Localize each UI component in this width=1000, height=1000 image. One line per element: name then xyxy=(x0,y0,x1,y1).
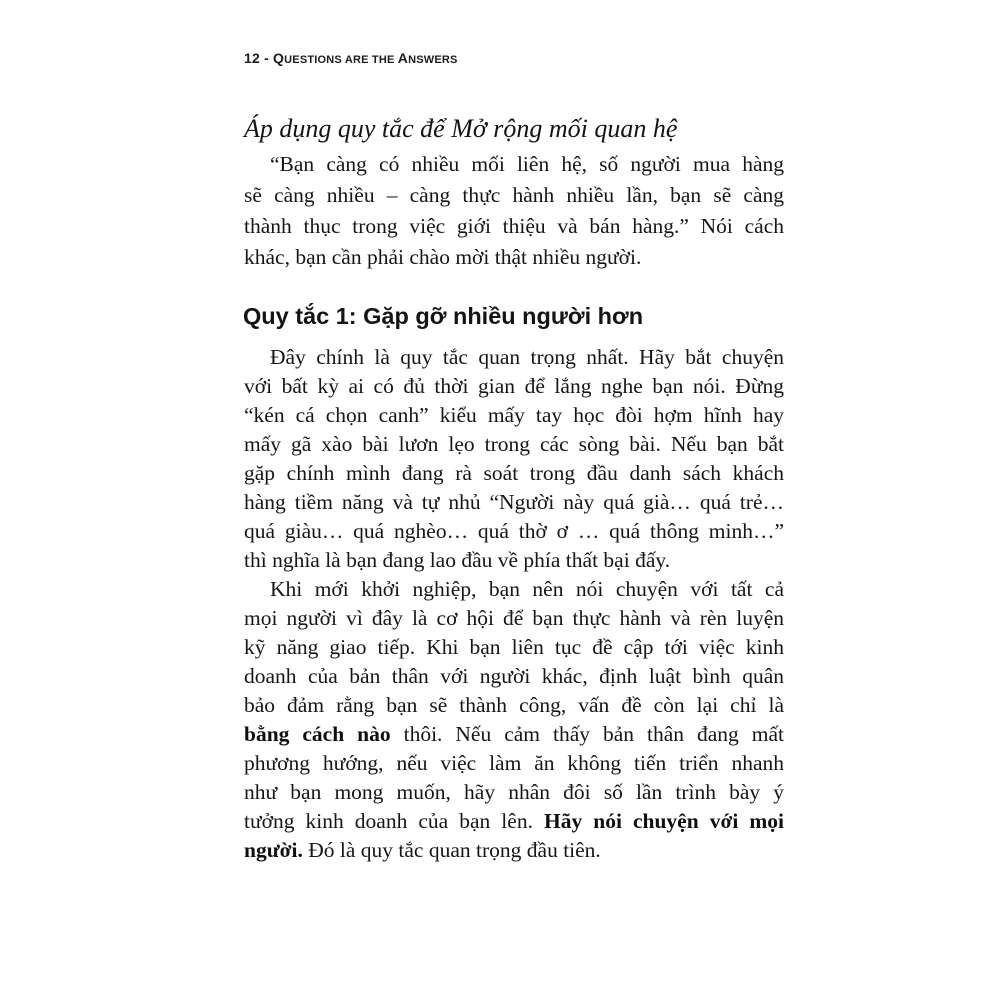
text-line: doanh của bản thân với người khác, định luật bình quân xyxy=(244,664,784,688)
header-separator: - xyxy=(264,50,269,66)
rule-heading: Quy tắc 1: Gặp gỡ nhiều người hơn xyxy=(243,303,644,329)
section-title: Áp dụng quy tắc để Mở rộng mối quan hệ xyxy=(244,114,678,143)
text-line: như bạn mong muốn, hãy nhân đôi số lần trình bày ý xyxy=(244,780,784,804)
text-line: sẽ càng nhiều – càng thực hành nhiều lần, bạn sẽ càng xyxy=(244,183,784,207)
text-line: gặp chính mình đang rà soát trong đầu danh sách khách xyxy=(244,461,784,485)
bold-phrase: bằng cách nào xyxy=(244,722,391,746)
text-line xyxy=(244,719,784,750)
text-line: mấy gã xào bài lươn lẹo trong các sòng bài. Nếu bạn bắt xyxy=(244,432,784,456)
text-run: Đó là quy tắc quan trọng đầu tiên. xyxy=(302,838,601,862)
text-line: bảo đảm rằng bạn sẽ thành công, vấn đề còn lại chỉ là xyxy=(244,693,784,717)
bold-phrase: Hãy nói chuyện với mọi xyxy=(544,809,785,833)
text-line: Khi mới khởi nghiệp, bạn nên nói chuyện với tất cả xyxy=(270,577,784,601)
page-number: 12 xyxy=(244,50,260,66)
text-line: kỹ năng giao tiếp. Khi bạn liên tục đề cập tới việc kinh xyxy=(244,635,784,659)
text-line xyxy=(244,806,784,837)
text-line: thành thục trong việc giới thiệu và bán hàng.” Nói cách xyxy=(244,214,784,238)
text-line: thì nghĩa là bạn đang lao đầu về phía thất bại đấy. xyxy=(244,548,671,572)
bold-phrase: người. xyxy=(244,838,303,862)
text-line: quá giàu… quá nghèo… quá thờ ơ … quá thông minh…” xyxy=(244,519,784,543)
book-title: QUESTIONS ARE THE ANSWERS xyxy=(273,50,458,66)
text-line xyxy=(244,835,601,866)
text-run: thôi. Nếu cảm thấy bản thân đang mất xyxy=(390,722,784,746)
running-header xyxy=(244,50,458,66)
text-line: “kén cá chọn canh” kiểu mấy tay học đòi hợm hĩnh hay xyxy=(244,403,784,427)
text-run: tưởng kinh doanh của bạn lên. xyxy=(244,809,544,833)
text-line: “Bạn càng có nhiều mối liên hệ, số người mua hàng xyxy=(270,152,784,176)
text-line: khác, bạn cần phải chào mời thật nhiều người. xyxy=(244,245,642,269)
text-line: phương hướng, nếu việc làm ăn không tiến triển nhanh xyxy=(244,751,784,775)
text-line: với bất kỳ ai có đủ thời gian để lắng nghe bạn nói. Đừng xyxy=(244,374,784,398)
text-line: Đây chính là quy tắc quan trọng nhất. Hãy bắt chuyện xyxy=(270,345,784,369)
text-line: hàng tiềm năng và tự nhủ “Người này quá già… quá trẻ… xyxy=(244,490,784,514)
text-line: mọi người vì đây là cơ hội để bạn thực hành và rèn luyện xyxy=(244,606,784,630)
